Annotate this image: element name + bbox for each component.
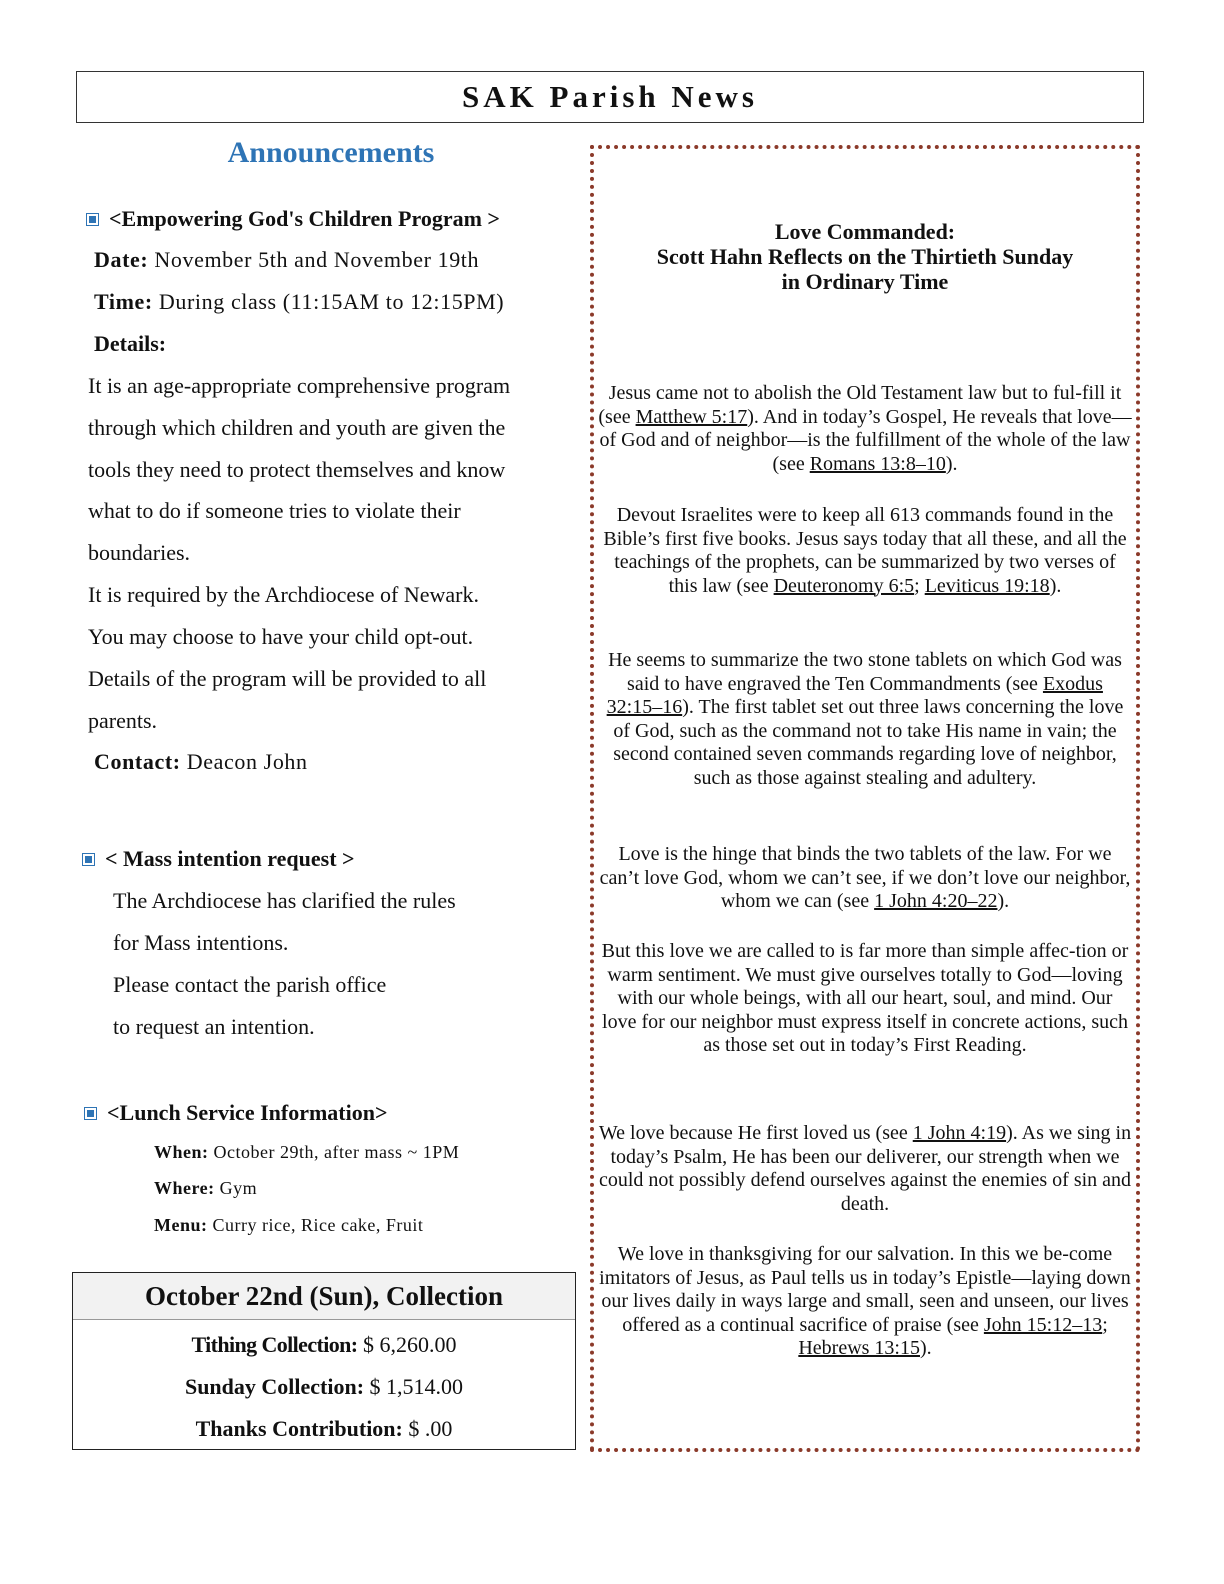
lunch-service-title: <Lunch Service Information> [84,1100,388,1126]
egc-details-label: Details: [94,331,167,356]
egc-details-line: parents. [88,708,158,733]
mass-intention-line: Please contact the parish office [113,972,387,997]
newsletter-title: SAK Parish News [462,79,758,114]
egc-time: Time: During class (11:15AM to 12:15PM) [94,289,505,314]
scripture-link[interactable]: Romans 13:8–10 [809,452,946,475]
egc-details-line: boundaries. [88,540,191,565]
reflection-paragraph: We love in thanksgiving for our salvation. In this we be-come imitators of Jesus, as Paul tells us in today’s Epistle—laying down our lives daily in ways large and small, seen and unseen, our lives offered as a continual sacrifice of praise (see John 15:12–13; Hebrews 13:15). [599,1243,1131,1359]
egc-details-line: through which children and youth are given the [88,415,506,440]
reflection-paragraph: Jesus came not to abolish the Old Testament law but to ful-fill it (see Matthew 5:17). And in today’s Gospel, He reveals that love—of God and of neighbor—is the fulfillment of the whole of the law (see Romans 13:8–10). [598,382,1132,475]
egc-details-line: Details of the program will be provided to all [88,666,487,691]
lunch-when: When: October 29th, after mass ~ 1PM [154,1142,460,1162]
egc-details-line: You may choose to have your child opt-out. [88,624,474,649]
egc-contact: Contact: Deacon John [94,749,308,774]
reflection-paragraph: He seems to summarize the two stone tablets on which God was said to have engraved the Ten Commandments (see Exodus 32:15–16). The first tablet set out three laws concerning the love of God, such as the command not to take His name in vain; the second contained seven commands regarding love of neighbor, such as those against stealing and adultery. [606,649,1124,789]
lunch-menu: Menu: Curry rice, Rice cake, Fruit [154,1215,424,1235]
reflection-paragraph: Love is the hinge that binds the two tablets of the law. For we can’t love God, whom we can’t see, if we don’t love our neighbor, whom we can (see 1 John 4:20–22). [599,843,1131,912]
masthead [76,71,1144,123]
scripture-link[interactable]: Deuteronomy 6:5 [773,574,915,597]
announcements-heading: Announcements [227,136,435,169]
scripture-link[interactable]: 1 John 4:19 [912,1122,1007,1144]
mass-intention-line: for Mass intentions. [113,930,289,955]
square-bullet-icon [84,1107,97,1120]
egc-details-line: what to do if someone tries to violate their [88,498,461,523]
egc-details-line: tools they need to protect themselves and know [88,457,506,482]
collection-box [72,1272,576,1450]
scripture-link[interactable]: Hebrews 13:15 [798,1337,920,1359]
scripture-link[interactable]: Exodus 32:15–16 [606,672,1103,718]
mass-intention-line: to request an intention. [113,1014,315,1039]
mass-intention-title: < Mass intention request > [82,846,355,872]
scripture-link[interactable]: John 15:12–13 [983,1313,1103,1336]
scripture-link[interactable]: Leviticus 19:18 [924,574,1050,597]
square-bullet-icon [86,213,99,226]
reflection-title: Love Commanded: Scott Hahn Reflects on the Thirtieth Sunday in Ordinary Time [656,219,1074,294]
reflection-paragraph: We love because He first loved us (see 1 John 4:19). As we sing in today’s Psalm, He has been our deliverer, our strength when we could not possibly defend ourselves against the enemies of sin and death. [598,1122,1132,1215]
reflection-box [590,145,1140,1452]
square-bullet-icon [82,853,95,866]
egc-details-line: It is an age-appropriate comprehensive program [88,373,511,398]
thanks-contribution: Thanks Contribution: $ .00 [195,1416,453,1441]
sunday-collection: Sunday Collection: $ 1,514.00 [184,1374,464,1399]
reflection-paragraph: But this love we are called to is far more than simple affec-tion or warm sentiment. We must give ourselves totally to God—loving with our whole beings, with all our heart, soul, and mind. Our love for our neighbor must express itself in concrete actions, such as those set out in today’s First Reading. [601,940,1129,1056]
tithing-collection: Tithing Collection: $ 6,260.00 [191,1332,457,1357]
collection-heading: October 22nd (Sun), Collection [73,1273,575,1320]
lunch-where: Where: Gym [154,1178,258,1198]
egc-details-line: It is required by the Archdiocese of Newark. [88,582,479,607]
egc-program-title: <Empowering God's Children Program > [86,206,500,232]
egc-date: Date: November 5th and November 19th [94,247,480,272]
scripture-link[interactable]: 1 John 4:20–22 [874,890,998,912]
reflection-paragraph: Devout Israelites were to keep all 613 commands found in the Bible’s first five books. Jesus says today that all these, and all the teachings of the prophets, can be summarized by two verses of this law (see Deuteronomy 6:5; Leviticus 19:18). [603,504,1127,597]
scripture-link[interactable]: Matthew 5:17 [635,405,748,428]
mass-intention-line: The Archdiocese has clarified the rules [113,888,456,913]
